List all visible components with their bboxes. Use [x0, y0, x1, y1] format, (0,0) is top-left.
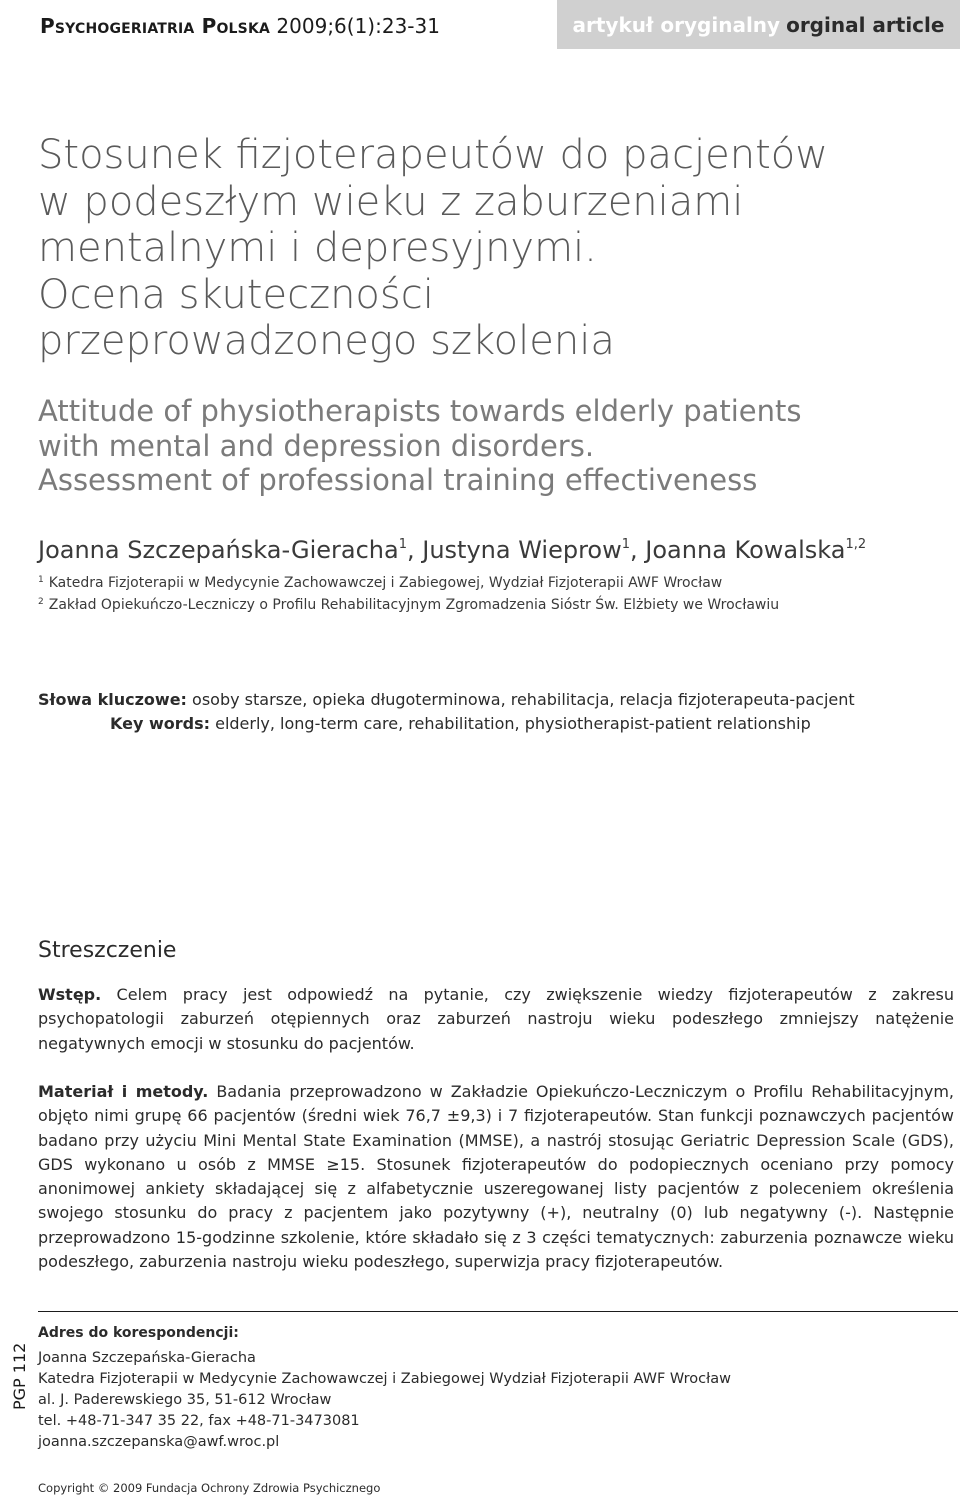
paragraph-text: Badania przeprowadzono w Zakładzie Opiekuńczo-Leczniczym o Profilu Rehabilitacyjnym, objęto nimi grupę 66 pacjentów (średni wiek 76,7 ±9,3) i 7 fizjoterapeutów. Stan funkcji poznawczych pacjentów badano przy użyciu Mini Mental State Examination (MMSE), a nastrój stosując Geriatric Depression Scale (GDS), GDS wykonano u osób z MMSE ≥15. Stosunek fizjoterapeutów do podopiecznych oceniano przy pomocy anonimowej ankiety składającej się z alfabetycznie uszeregowanej listy pacjentów z poleceniem określenia swojego stosunku do pracy z pacjentem jako pozytywny (+), neutralny (0) lub negatywny (-). Następnie przeprowadzono 15-godzinne szkolenie, które składało się z 3 części tematycznych: zaburzenia poznawcze wieku podeszłego, zaburzenia nastroju wieku podeszłego, superwizja pracy fizjoterapeutów. [38, 1082, 955, 1272]
keywords-english [0, 714, 811, 733]
author-separator: , [630, 536, 646, 564]
keywords-label: Słowa kluczowe: [38, 690, 187, 709]
article-type-en: orginal article [786, 12, 945, 37]
journal-name: Psychogeriatria Polska [40, 14, 271, 38]
keywords-label: Key words: [109, 714, 210, 733]
author-affiliation-mark: 1 [398, 537, 407, 552]
paragraph-label: Materiał i metody. [38, 1082, 209, 1101]
article-type-badge [557, 0, 960, 49]
keywords-text: osoby starsze, opieka długoterminowa, rehabilitacja, relacja fizjoterapeuta-pacjent [192, 690, 855, 709]
article-type-pl: artykuł oryginalny [572, 12, 781, 37]
correspondence-line: Katedra Fizjoterapii w Medycynie Zachowawczej i Zabiegowej Wydział Fizjoterapii AWF Wrocław [38, 1371, 731, 1387]
keywords-text: elderly, long-term care, rehabilitation, physiotherapist-patient relationship [215, 714, 811, 733]
correspondence-title: Adres do korespondencji: [38, 1325, 239, 1341]
section-divider [38, 1311, 958, 1312]
abstract-heading: Streszczenie [38, 938, 177, 963]
abstract-paragraph-intro [38, 983, 954, 1056]
title-pl-line: przeprowadzonego szkolenia [38, 318, 615, 364]
abstract-paragraph-methods [38, 1080, 954, 1274]
copyright-notice: Copyright © 2009 Fundacja Ochrony Zdrowia Psychicznego [38, 1481, 381, 1495]
correspondence-email[interactable]: joanna.szczepanska@awf.wroc.pl [38, 1434, 280, 1450]
affiliation-mark: 1 [38, 575, 44, 585]
author-affiliation-mark: 1 [621, 537, 631, 552]
title-pl-line: Ocena skuteczności [38, 271, 434, 318]
title-en-line: Attitude of physiotherapists towards elderly patients [38, 394, 802, 428]
journal-header [40, 14, 440, 38]
title-en-line: with mental and depression disorders. [38, 428, 595, 463]
keywords-polish [38, 690, 855, 709]
author-name: Joanna Kowalska [645, 536, 846, 564]
affiliation-text: Zakład Opiekuńczo-Leczniczy o Profilu Rehabilitacyjnym Zgromadzenia Sióstr Św. Elżbiety we Wrocławiu [48, 597, 780, 613]
author-list [38, 536, 866, 564]
title-polish [38, 132, 938, 365]
journal-citation: 2009;6(1):23-31 [270, 14, 440, 38]
title-english [38, 394, 938, 498]
title-pl-line: mentalnymi i depresyjnymi. [38, 225, 597, 271]
title-pl-line: Stosunek fizjoterapeutów do pacjentów [38, 132, 828, 178]
affiliation-mark: 2 [38, 597, 44, 607]
correspondence-line: tel. +48-71-347 35 22, fax +48-71-3473081 [38, 1413, 360, 1429]
affiliation [38, 597, 779, 613]
page-label: PGP 112 [10, 1342, 29, 1410]
correspondence-line: Joanna Szczepańska-Gieracha [38, 1350, 256, 1366]
author-affiliation-mark: 1,2 [845, 537, 867, 552]
author-separator: , [407, 536, 423, 564]
title-en-line: Assessment of professional training effectiveness [38, 463, 758, 497]
affiliation-text: Katedra Fizjoterapii w Medycynie Zachowawczej i Zabiegowej, Wydział Fizjoterapii AWF Wrocław [48, 575, 723, 591]
author-name: Justyna Wieprow [422, 536, 622, 564]
affiliation [38, 575, 722, 591]
paragraph-text: Celem pracy jest odpowiedź na pytanie, czy zwiększenie wiedzy fizjoterapeutów z zakresu psychopatologii zaburzeń otępiennych oraz zaburzeń nastroju wieku podeszłego zmniejszy natężenie negatywnych emocji w stosunku do pacjentów. [38, 985, 954, 1053]
author-name: Joanna Szczepańska-Gieracha [38, 536, 399, 564]
correspondence-line: al. J. Paderewskiego 35, 51-612 Wrocław [38, 1392, 332, 1408]
title-pl-line: w podeszłym wieku z zaburzeniami [38, 178, 744, 225]
paragraph-label: Wstęp. [38, 985, 102, 1004]
